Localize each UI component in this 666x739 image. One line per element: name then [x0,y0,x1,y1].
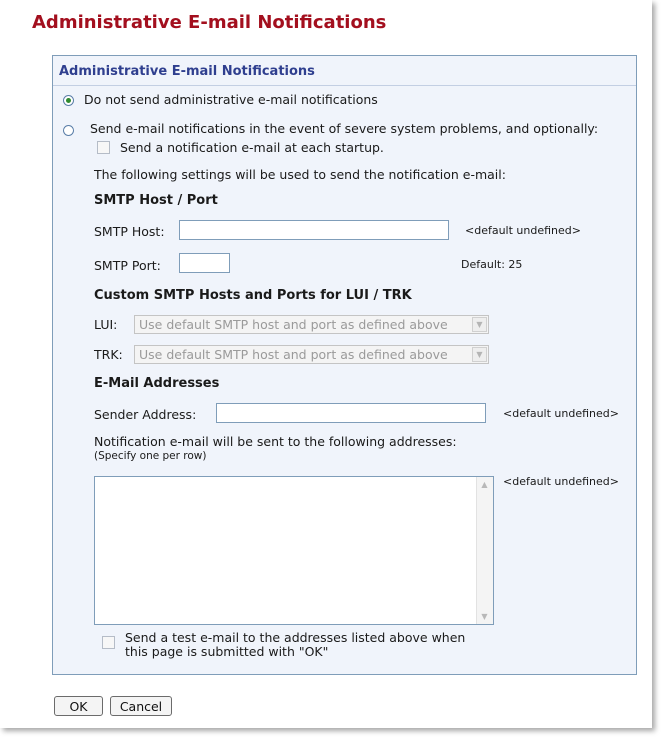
test-email-label-line1: Send a test e-mail to the addresses listed above when [125,630,466,645]
smtp-host-label: SMTP Host: [94,224,165,239]
lui-label: LUI: [94,317,118,332]
custom-smtp-heading: Custom SMTP Hosts and Ports for LUI / TRK [94,288,412,303]
trk-label: TRK: [94,347,123,362]
chevron-down-icon: ▼ [472,347,487,362]
radio-do-not-send-label: Do not send administrative e-mail notifications [84,92,378,107]
scroll-down-icon[interactable]: ▼ [481,612,488,621]
test-email-checkbox[interactable] [102,636,115,649]
email-section-heading: E-Mail Addresses [94,376,220,391]
page-title: Administrative E-mail Notifications [32,12,387,33]
smtp-section-heading: SMTP Host / Port [94,193,218,208]
recipients-textarea[interactable] [94,476,494,625]
cancel-button[interactable]: Cancel [110,696,172,716]
panel-title: Administrative E-mail Notifications [59,64,315,79]
startup-notification-checkbox[interactable] [97,141,110,154]
recipients-note: (Specify one per row) [94,450,207,462]
recipients-intro: Notification e-mail will be sent to the following addresses: [94,434,457,449]
sender-address-label: Sender Address: [94,407,197,422]
smtp-host-input[interactable] [179,220,449,240]
test-email-label-line2: this page is submitted with "OK" [125,644,329,659]
lui-select[interactable] [134,315,489,334]
test-email-label [125,631,465,659]
radio-send-notifications[interactable] [63,125,74,136]
recipients-scrollbar[interactable] [476,477,493,624]
scroll-up-icon[interactable]: ▲ [481,480,488,489]
radio-do-not-send[interactable] [63,95,74,106]
smtp-port-input[interactable] [179,253,230,273]
sender-address-hint: <default undefined> [503,407,619,420]
recipients-hint: <default undefined> [503,475,619,488]
smtp-port-hint: Default: 25 [461,258,523,271]
notifications-panel [52,55,637,675]
lui-select-value: Use default SMTP host and port as defined above [139,317,448,332]
ok-button[interactable]: OK [54,696,103,716]
settings-intro: The following settings will be used to send the notification e-mail: [94,167,506,182]
chevron-down-icon: ▼ [472,317,487,332]
sender-address-input[interactable] [216,403,486,423]
smtp-port-label: SMTP Port: [94,258,161,273]
radio-send-notifications-label: Send e-mail notifications in the event of severe system problems, and optionally: [90,121,599,136]
startup-notification-label: Send a notification e-mail at each startup. [120,140,384,155]
trk-select-value: Use default SMTP host and port as defined above [139,347,448,362]
trk-select[interactable] [134,345,489,364]
smtp-host-hint: <default undefined> [465,224,581,237]
panel-divider [53,85,636,86]
